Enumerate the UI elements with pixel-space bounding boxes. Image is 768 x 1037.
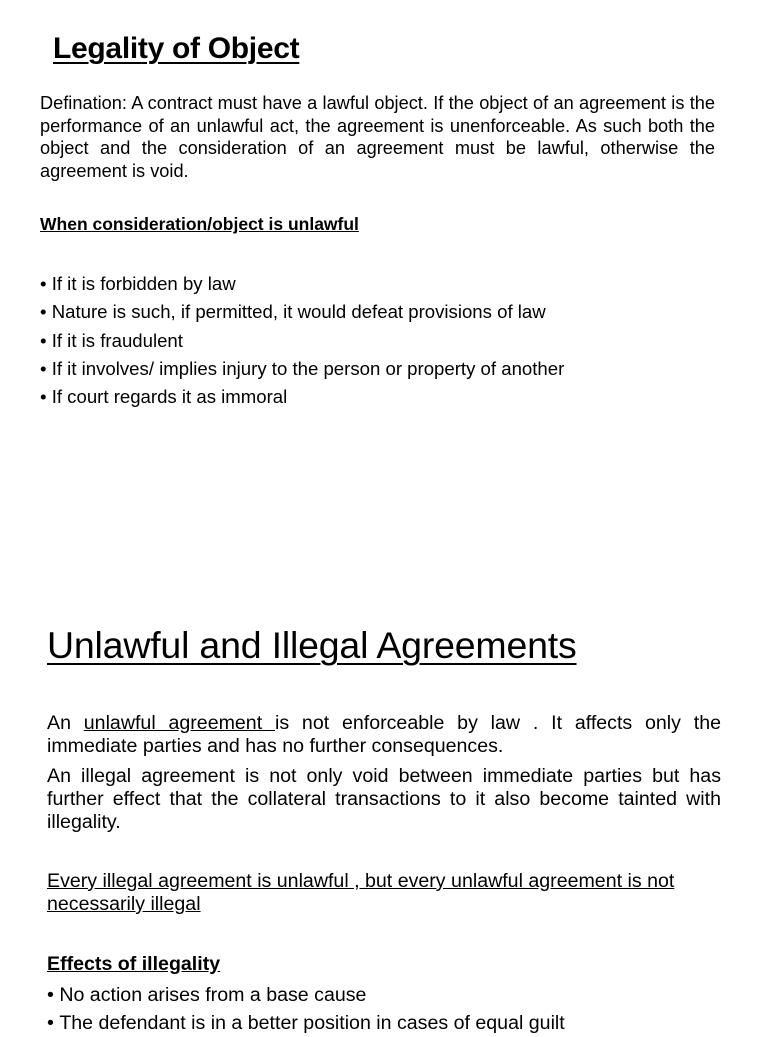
list-item: • The defendant is in a better position in cases of equal guilt [47, 1009, 565, 1037]
unlawful-conditions-heading: When consideration/object is unlawful [40, 214, 359, 234]
list-item: • If it is fraudulent [40, 327, 564, 355]
effects-heading: Effects of illegality [47, 953, 221, 975]
definition-paragraph: Defination: A contract must have a lawful object. If the object of an agreement is the performance of an unlawful act, the agreement is unenforceable. As such both the object and the consideration of an agreement must be lawful, otherwise the agreement is void. [40, 93, 715, 181]
key-rule-statement: Every illegal agreement is unlawful , but every unlawful agreement is not necessarily illegal [47, 870, 675, 915]
slide-title: Unlawful and Illegal Agreements [47, 624, 577, 666]
paragraph-prefix: An [47, 712, 84, 734]
slide-title: Legality of Object [53, 32, 300, 65]
effects-list [47, 981, 565, 1037]
list-item: • No action arises from a base cause [47, 981, 565, 1009]
unlawful-agreement-paragraph [47, 712, 721, 758]
slide-unlawful-and-illegal-agreements [0, 560, 768, 1034]
unlawful-agreement-term: unlawful agreement [83, 712, 275, 734]
illegal-agreement-paragraph: An illegal agreement is not only void between immediate parties but has further effect that the collateral transactions to it also become tainted with illegality. [47, 765, 721, 833]
paragraph-body: is not enforceable by law . It affects only the immediate parties and has no further consequences. [47, 712, 721, 757]
list-item: • Nature is such, if permitted, it would defeat provisions of law [40, 298, 564, 326]
unlawful-conditions-list [40, 270, 564, 411]
list-item: • If it involves/ implies injury to the person or property of another [40, 355, 564, 383]
list-item: • If it is forbidden by law [40, 270, 564, 298]
list-item: • If court regards it as immoral [40, 383, 564, 411]
